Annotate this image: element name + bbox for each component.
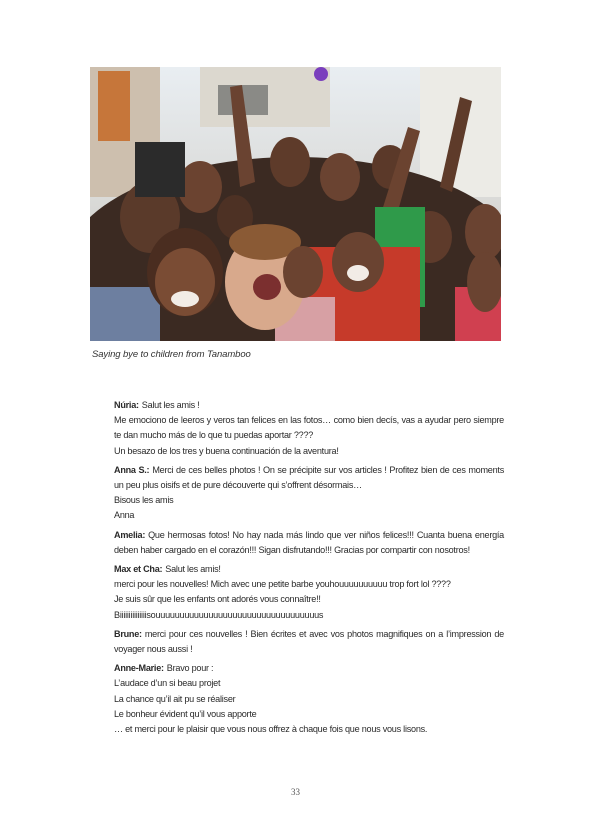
comment-line: Un besazo de los tres y buena continuación de la aventura!: [114, 445, 339, 456]
photo: [90, 67, 501, 341]
comment-line: Le bonheur évident qu’il vous apporte: [114, 708, 257, 719]
page-number: 33: [291, 787, 300, 797]
comment: [114, 398, 504, 459]
comment-line: Biiiiiiiiiiiiiiisouuuuuuuuuuuuuuuuuuuuuuuuuuuuuuuuuus: [114, 609, 324, 620]
comment-author: Amelia:: [114, 529, 146, 540]
comment-author: Núria:: [114, 400, 139, 410]
comment-line: Me emociono de leeros y veros tan felices en las fotos… como bien decís, vas a ayudar pero siempre te dan mucho más de lo que tu puedas aportar ????: [114, 415, 504, 441]
comment-line: Je suis sûr que les enfants ont adorés vous connaître!!: [114, 594, 321, 605]
comment-author: Anna S.:: [114, 464, 150, 475]
comment: [114, 627, 504, 657]
comment-line: Que hermosas fotos! No hay nada más lindo que ver niños felices!!! Cuanta buena energía deben haber cargado en el corazón!!! Sigan disfrutando!!! Gracias por compartir con nosotros!: [114, 529, 504, 555]
comment-line: Merci de ces belles photos ! On se précipite sur vos articles ! Profitez bien de ces moments un peu plus oisifs et de pure découverte qui s’offrent désormais…: [114, 464, 504, 491]
comment-line: merci pour les nouvelles! Mich avec une petite barbe youhouuuuuuuuuu trop fort lol ????: [114, 579, 451, 590]
photo-caption: Saying bye to children from Tanamboo: [92, 349, 251, 360]
comment-line: Anna: [114, 510, 135, 521]
children-selfie-photo: [90, 67, 501, 341]
comment: [114, 463, 504, 524]
comment-line: Bisous les amis: [114, 495, 174, 506]
comment: [114, 528, 504, 558]
comment-author: Brune:: [114, 628, 142, 639]
comment-line: Salut les amis!: [165, 564, 221, 575]
comment-line: La chance qu’il ait pu se réaliser: [114, 693, 236, 704]
comment: [114, 661, 504, 737]
comment-line: Salut les amis !: [141, 400, 200, 410]
comment-line: … et merci pour le plaisir que vous nous offrez à chaque fois que nous vous lisons.: [114, 724, 428, 735]
comment-line: Bravo pour :: [166, 663, 214, 674]
comment-author: Max et Cha:: [114, 564, 163, 575]
comment: [114, 562, 504, 623]
comments-list: [114, 398, 504, 741]
comment-line: merci pour ces nouvelles ! Bien écrites et avec vos photos magnifiques on a l’impression de voyager nous aussi !: [114, 628, 504, 655]
comment-author: Anne-Marie:: [114, 663, 164, 674]
comment-line: L’audace d’un si beau projet: [114, 678, 221, 689]
